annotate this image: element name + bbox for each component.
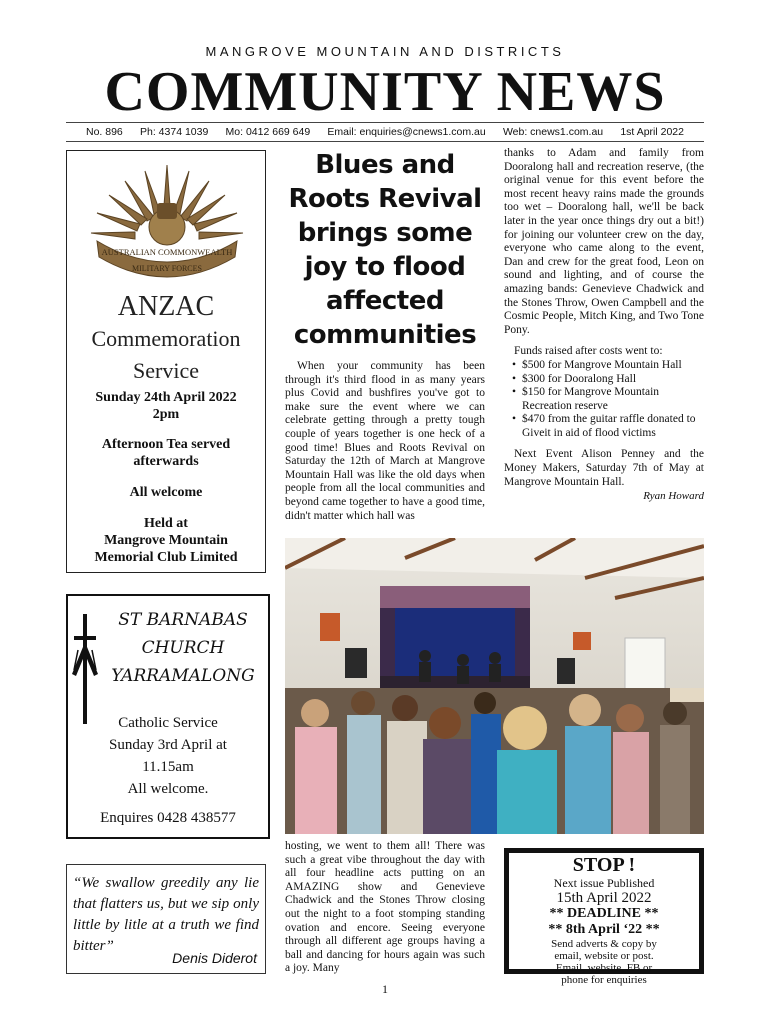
church-details: [68, 712, 268, 800]
anzac-title-line: Service: [133, 358, 199, 383]
quote-text: “We swallow greedily any lie that flatters us, but we sip only little by litle at a truth we find bitter”: [73, 875, 259, 954]
anzac-venue-line: Held at: [144, 516, 188, 531]
funds-item: • $150 for Mangrove Mountain Recreation reserve: [512, 386, 704, 413]
anzac-title: [67, 291, 265, 387]
event-photo: [285, 538, 704, 834]
cross-icon: [72, 614, 98, 724]
anzac-venue: [67, 515, 265, 566]
send-info-line: Email, website, FB or: [555, 962, 653, 974]
anzac-time-text: 2pm: [152, 407, 180, 422]
funds-item: • $500 for Mangrove Mountain Hall: [512, 359, 704, 373]
article-column-3: [285, 840, 485, 976]
funds-item: • $300 for Dooralong Hall: [512, 373, 704, 387]
anzac-welcome: All welcome: [129, 485, 203, 500]
headline-line: joy to flood: [304, 252, 466, 282]
anzac-date-text: Sunday 24th April 2022: [95, 390, 237, 405]
send-info-line: email, website or post.: [554, 950, 654, 962]
phone-number: Ph: 4374 1039: [140, 126, 209, 138]
anzac-tea-line: Afternoon Tea served: [101, 437, 231, 452]
deadline-box-inner: [509, 853, 699, 986]
funds-intro: Funds raised after costs went to:: [514, 345, 663, 358]
church-detail-line: 11.15am: [142, 759, 194, 775]
quote-box: [66, 864, 266, 974]
issue-date: 1st April 2022: [620, 126, 684, 138]
headline-line: communities: [293, 320, 477, 350]
info-bar: [66, 122, 704, 142]
next-issue-label: Next issue Published: [553, 876, 655, 890]
church-detail-line: Sunday 3rd April at: [109, 737, 227, 753]
badge-text-bottom: MILITARY FORCES: [132, 264, 202, 273]
article-column-2: [504, 147, 704, 504]
deadline-date: ** 8th April ‘22 **: [548, 922, 660, 937]
mobile-number: Mo: 0412 669 649: [225, 126, 311, 138]
church-service-box: [66, 594, 270, 839]
anzac-service-box: [66, 150, 266, 573]
church-name-line: ST BARNABAS: [118, 610, 248, 630]
headline-line: brings some: [297, 218, 473, 248]
church-name-line: YARRAMALONG: [111, 666, 255, 686]
send-info-line: Send adverts & copy by: [551, 938, 657, 950]
anzac-title-line: Commemoration: [91, 326, 241, 351]
send-info-line: phone for enquiries: [561, 974, 647, 986]
deadline-box: [504, 848, 704, 986]
anzac-venue-line: Mangrove Mountain: [104, 533, 228, 548]
article-column-1: [285, 360, 485, 523]
funds-list: [504, 359, 704, 441]
anzac-date: [67, 389, 265, 423]
article-headline: [285, 148, 485, 352]
church-name: [98, 606, 268, 690]
church-detail-line: All welcome.: [127, 781, 209, 797]
article-byline: Ryan Howard: [643, 490, 704, 503]
next-event: Next Event Alison Penney and the Money Makers, Saturday 7th of May at Mangrove Mountain Hall.: [504, 448, 704, 488]
anzac-title-line: ANZAC: [117, 291, 215, 322]
headline-line: Blues and: [315, 150, 455, 180]
stop-title: STOP !: [572, 854, 636, 876]
email-address: Email: enquiries@cnews1.com.au: [327, 126, 486, 138]
issue-number: No. 896: [86, 126, 123, 138]
funds-item: • $470 from the guitar raffle donated to Giveit in aid of flood victims: [512, 413, 704, 440]
headline-line: Roots Revival: [288, 184, 482, 214]
anzac-tea-line: afterwards: [133, 454, 199, 469]
website: Web: cnews1.com.au: [502, 126, 604, 138]
masthead-subtitle: MANGROVE MOUNTAIN AND DISTRICTS: [205, 44, 565, 59]
church-enquiries: Enquires 0428 438577: [100, 810, 236, 826]
church-detail-line: Catholic Service: [118, 715, 218, 731]
deadline-label: ** DEADLINE **: [549, 906, 659, 921]
quote-author: Denis Diderot: [172, 950, 257, 966]
headline-line: affected: [326, 286, 444, 316]
anzac-venue-line: Memorial Club Limited: [94, 550, 238, 565]
article-paragraph: When your community has been through it's third flood in as many years plus Covid and bushfires you've got to make sure the event where we can celebrate getting through a pretty tough couple of years together is one heck of a good time! Blues and Roots Revival on Saturday the 12th of March at Mangrove Mountain Hall was like the old days when people from all the local communities and beyond came together to have a good time, didn't matter which hall was: [285, 360, 485, 522]
badge-text-top: AUSTRALIAN COMMONWEALTH: [101, 247, 233, 257]
rising-sun-badge-icon: [85, 157, 249, 287]
hall-crowd-photo-icon: [285, 538, 704, 834]
article-paragraph: thanks to Adam and family from Dooralong hall and recreation reserve, (the original venue for this event before the most recent heavy rains made the grounds too wet – Dooralong hall, we'll be back later in the year once things dry out a bit!) for joining our volunteer crew on the day, everyone who came along to the event, Dan and crew for the great food, Leon on sound and lighting, and of course the amazing bands: Genevieve Chadwick and the Stones Throw, Owen Campbell and the Cosmic People, Mitch King, and Two Tone Pony.: [504, 147, 704, 336]
page-number: 1: [382, 982, 388, 996]
next-issue-date: 15th April 2022: [556, 890, 652, 906]
masthead-title: COMMUNITY NEWS: [104, 61, 666, 123]
church-name-line: CHURCH: [141, 638, 225, 658]
article-paragraph: hosting, we went to them all! There was such a great vibe throughout the day with all four headline acts putting on an AMAZING show and Genevieve Chadwick and the Stones Throw closing out the night to a foot stomping standing ovation and encore. Seeing everyone through all different age groups having a ball and dancing for hours again was such a joy. Many: [285, 840, 485, 975]
anzac-tea: [67, 436, 265, 470]
